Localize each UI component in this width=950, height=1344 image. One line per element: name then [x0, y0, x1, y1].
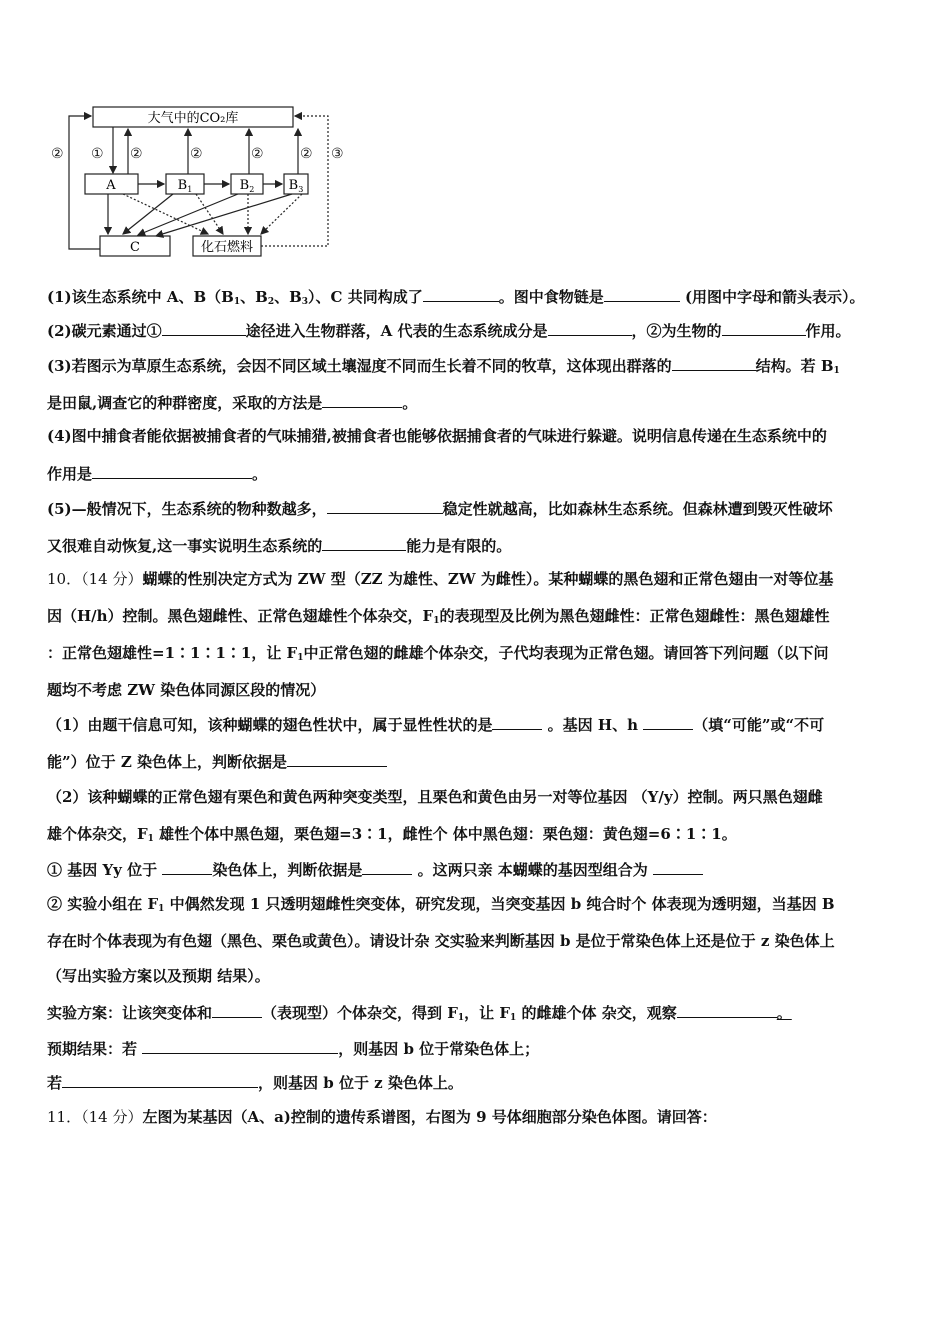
q10-stem-line4: 题均不考虑 ZW 染色体同源区段的情况） — [47, 681, 326, 699]
answer-blank-possible[interactable] — [643, 714, 693, 730]
answer-blank-info-role[interactable] — [92, 463, 252, 479]
q10-part1-line2: 能”）位于 Z 染色体上，判断依据是 — [47, 751, 907, 772]
label-2-left: ② — [51, 146, 64, 162]
node-b1-label: $B_1$ — [177, 178, 193, 194]
answer-blank-regulation[interactable] — [322, 535, 406, 551]
answer-blank-community[interactable] — [423, 286, 499, 302]
q11-stem: 11．（14 分）左图为某基因（A、a)控制的遗传系谱图，右图为 9 号体细胞部分染色体图。请回答： — [47, 1108, 717, 1126]
answer-blank-phenotype[interactable] — [212, 1002, 262, 1018]
answer-blank-dominant[interactable] — [492, 714, 542, 730]
q9-part4-line1: (4)图中捕食者能依据被捕食者的气味捕猎,被捕食者也能够依据捕食者的气味进行躲避。说明信息传递在生态系统中的 — [47, 427, 827, 445]
node-b3-label: $B_3$ — [288, 178, 304, 194]
node-a-label: A — [106, 178, 116, 193]
q10-stem-line2: 因（H/h）控制。黑色翅雌性、正常色翅雄性个体杂交，$F_1$的表现型及比例为黑色翅雌性：正常色翅雌性：黑色翅雄性 — [47, 607, 830, 626]
q9-part3-line2: 是田鼠,调查它的种群密度，采取的方法是 。 — [47, 394, 418, 412]
carbon-cycle-diagram — [48, 104, 348, 260]
co2-pool-label: 大气中的CO₂库 — [147, 111, 239, 126]
label-2-b2: ② — [251, 146, 264, 162]
q9-part4-line2: 作用是 。 — [47, 465, 268, 483]
q10-part2-line6: （写出实验方案以及预期 结果）。 — [47, 967, 270, 985]
answer-blank-genotypes[interactable] — [653, 859, 703, 875]
q9-part3-line1: (3)若图示为草原生态系统，会因不同区域土壤湿度不同而生长着不同的牧草，这体现出群落的 结构。若 $B_1$ — [47, 357, 840, 376]
q10-part2-line1: （2）该种蝴蝶的正常色翅有栗色和黄色两种突变类型，且栗色和黄色由另一对等位基因 （Y/y）控制。两只黑色翅雌 — [47, 788, 823, 806]
q9-part1: (1)该生态系统中 A、$B(B_1$、$B_2$、$B_3$）、C 共同构成了 。图中食物链是 (用图中字母和箭头表示）。 — [47, 288, 865, 307]
q10-expected-result-autosome: 预期结果：若 ，则基因 b 位于常染色体上； — [47, 1040, 540, 1058]
q9-part2: (2)碳元素通过① 途径进入生物群落，A 代表的生态系统成分是 ，②为生物的 作用。 — [47, 322, 851, 340]
q10-expected-result-z: 若 ，则基因 b 位于 z 染色体上。 — [47, 1074, 463, 1092]
q9-part5-line1: (5)—般情况下，生态系统的物种数越多， 稳定性就越高，比如森林生态系统。但森林遭到毁灭性破坏 — [47, 500, 833, 518]
q10-stem-line3: ：正常色翅雄性=1∶1∶1∶1，让 $F_1$中正常色翅的雌雄个体杂交，子代均表现为正常色翅。请回答下列问题（以下问 — [47, 644, 829, 663]
label-1: ① — [91, 146, 104, 162]
q10-experiment-plan: 实验方案：让该突变体和 （表现型）个体杂交，得到 $F_1$，让 $F_1$ 的雌雄个体 杂交，观察 。 — [47, 1004, 792, 1023]
label-2-b3: ② — [300, 146, 313, 162]
q10-part1-line1: （1）由题干信息可知，该种蝴蝶的翅色性状中，属于显性性状的是 。基因 H、h （填“可能”或“不可 — [47, 716, 825, 734]
label-2-b1: ② — [190, 146, 203, 162]
answer-blank-z-condition[interactable] — [62, 1072, 258, 1088]
question-number: 10．（14 分） — [47, 570, 143, 588]
q10-part2-line3: ① 基因 Yy 位于 染色体上，判断依据是 。这两只亲 本蝴蝶的基因型组合为 — [47, 859, 907, 880]
q10-part2-line2: 雄个体杂交，$F_1$ 雄性个体中黑色翅，栗色翅=3∶1，雌性个 体中黑色翅：栗色翅：黄色翅=6∶1∶1。 — [47, 825, 737, 844]
answer-blank-method[interactable] — [322, 392, 402, 408]
answer-blank-yy-basis[interactable] — [362, 859, 412, 875]
answer-blank-autosome-condition[interactable] — [142, 1038, 338, 1054]
answer-blank-pathway[interactable] — [162, 320, 246, 336]
node-b2-label: $B_2$ — [239, 178, 255, 194]
answer-blank-basis[interactable] — [287, 751, 387, 767]
q10-part2-line5: 存在时个体表现为有色翅（黑色、栗色或黄色）。请设计杂 交实验来判断基因 b 是位于常染色体上还是位于 z 染色体上 — [47, 932, 835, 950]
answer-blank-process[interactable] — [722, 320, 806, 336]
q9-part5-line2: 又很难自动恢复,这一事实说明生态系统的 能力是有限的。 — [47, 537, 512, 555]
fossil-fuel-label: 化石燃料 — [200, 240, 254, 255]
answer-blank-component[interactable] — [548, 320, 632, 336]
answer-blank-food-chain[interactable] — [604, 286, 680, 302]
q10-stem-line1: 10．（14 分）蝴蝶的性别决定方式为 ZW 型（ZZ 为雄性、ZW 为雌性）。某种蝴蝶的黑色翅和正常色翅由一对等位基 — [47, 570, 834, 588]
q10-part2-line4: ② 实验小组在 $F_1$ 中偶然发现 1 只透明翅雌性突变体，研究发现，当突变基因 b 纯合时个 体表现为透明翅，当基因 B — [47, 895, 835, 914]
node-c-label: C — [130, 240, 140, 255]
label-2-a: ② — [130, 146, 143, 162]
answer-blank-structure[interactable] — [672, 355, 756, 371]
answer-blank-stability[interactable] — [327, 498, 443, 514]
answer-blank-observe[interactable] — [677, 1002, 777, 1018]
label-3: ③ — [331, 146, 344, 162]
answer-blank-chromosome[interactable] — [162, 859, 212, 875]
question-number: 11．（14 分） — [47, 1108, 143, 1126]
